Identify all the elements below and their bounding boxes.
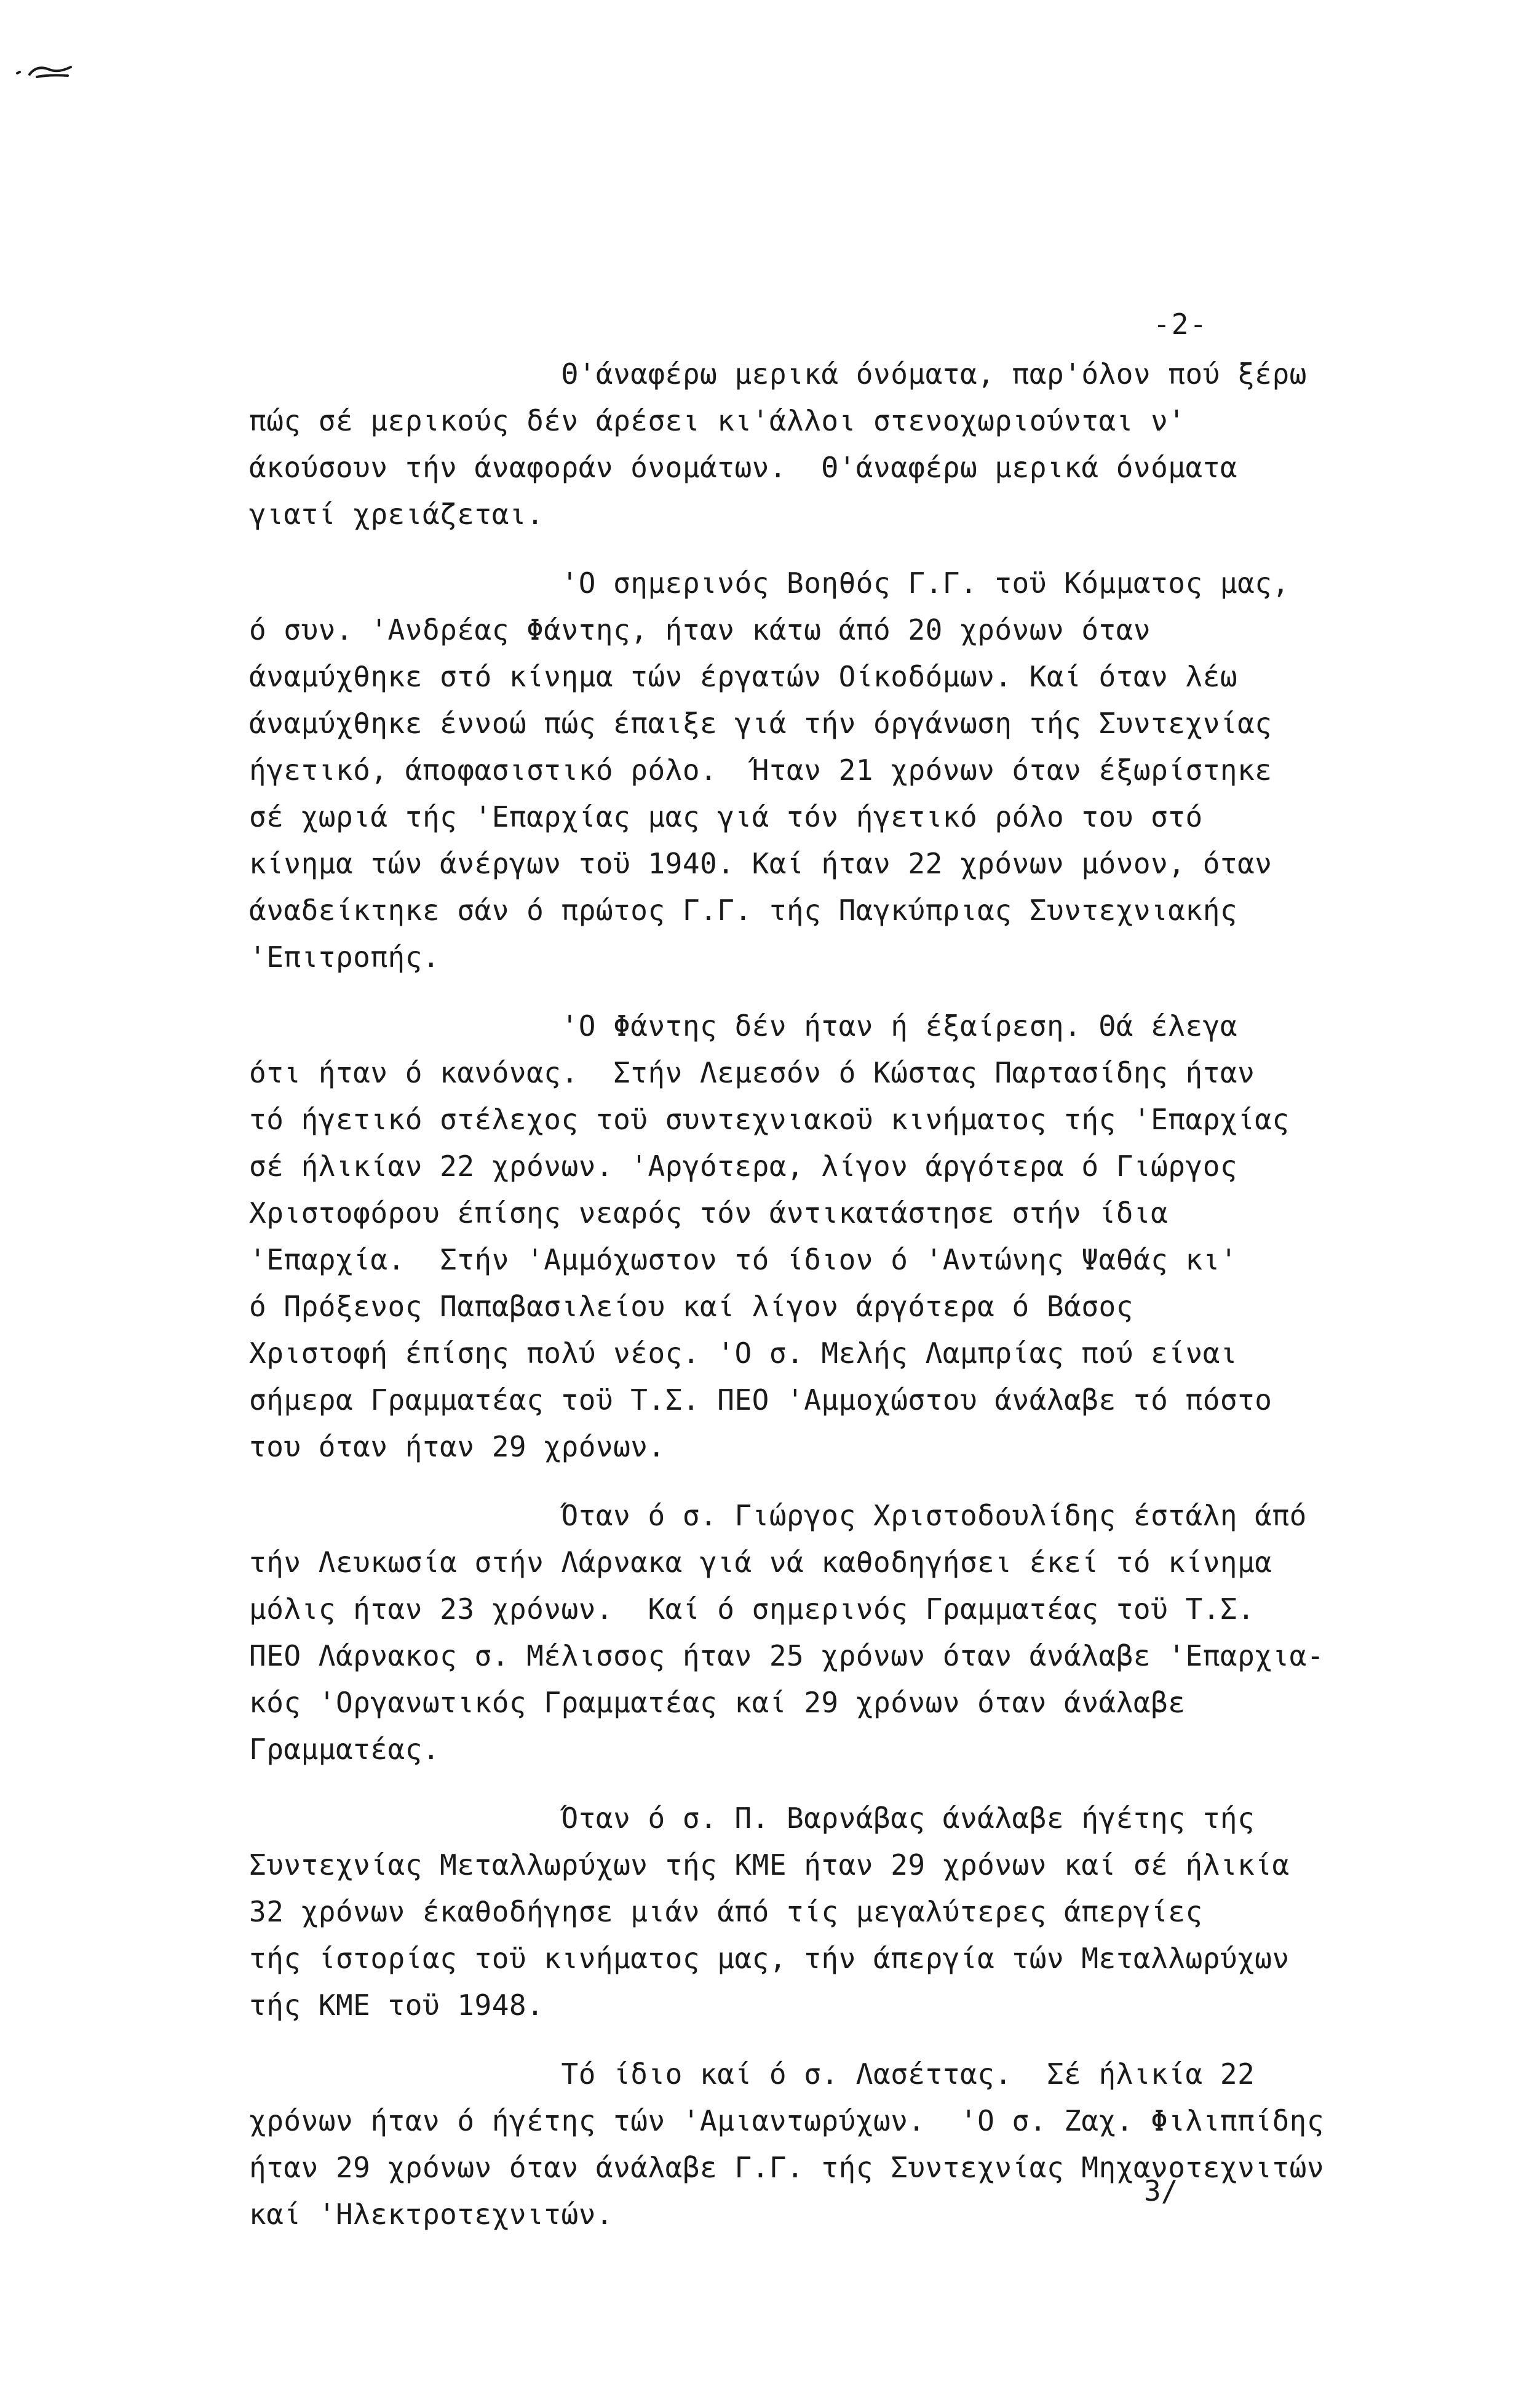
text-line: κίνημα τών άνέργων τοϋ 1940. Καί ήταν 22 χρόνων μόνον, όταν bbox=[249, 847, 1272, 880]
margin-mark-icon bbox=[12, 58, 80, 83]
text-line: Τό ίδιο καί ό σ. Λασέττας. Σέ ήλικία 22 bbox=[249, 2057, 1255, 2091]
text-line: ήταν 29 χρόνων όταν άνάλαβε Γ.Γ. τής Συντεχνίας Μηχανοτεχνιτών bbox=[249, 2151, 1325, 2184]
text-line: τήν Λευκωσία στήν Λάρνακα γιά νά καθοδηγήσει έκεί τό κίνημα bbox=[249, 1546, 1272, 1579]
text-line: 'Ο Φάντης δέν ήταν ή έξαίρεση. Θά έλεγα bbox=[249, 1009, 1238, 1043]
continuation-mark: 3/ bbox=[1144, 2174, 1178, 2207]
text-line: χρόνων ήταν ό ήγέτης τών 'Αμιαντωρύχων. 'Ο σ. Ζαχ. Φιλιππίδης bbox=[249, 2104, 1325, 2137]
paragraph bbox=[249, 2051, 1393, 2238]
text-line: Όταν ό σ. Γιώργος Χριστοδουλίδης έστάλη άπό bbox=[249, 1499, 1307, 1532]
text-line: τό ήγετικό στέλεχος τοϋ συντεχνιακοϋ κινήματος τής 'Επαρχίας bbox=[249, 1103, 1290, 1136]
body-text bbox=[249, 351, 1393, 2238]
text-line: ήγετικό, άποφασιστικό ρόλο. Ήταν 21 χρόνων όταν έξωρίστηκε bbox=[249, 753, 1272, 787]
text-line: 'Ο σημερινός Βοηθός Γ.Γ. τοϋ Κόμματος μας, bbox=[249, 566, 1290, 600]
text-line: ό Πρόξενος Παπαβασιλείου καί λίγον άργότερα ό Βάσος bbox=[249, 1290, 1133, 1323]
text-line: άναμύχθηκε έννοώ πώς έπαιξε γιά τήν όργάνωση τής Συντεχνίας bbox=[249, 707, 1272, 740]
text-line: μόλις ήταν 23 χρόνων. Καί ό σημερινός Γραμματέας τοϋ Τ.Σ. bbox=[249, 1592, 1255, 1626]
text-line: Γραμματέας. bbox=[249, 1733, 440, 1766]
text-line: κός 'Οργανωτικός Γραμματέας καί 29 χρόνων όταν άνάλαβε bbox=[249, 1686, 1186, 1719]
text-line: ΠΕΟ Λάρνακος σ. Μέλισσος ήταν 25 χρόνων όταν άνάλαβε 'Επαρχια- bbox=[249, 1639, 1325, 1672]
text-line: γιατί χρειάζεται. bbox=[249, 498, 544, 531]
text-line: Θ'άναφέρω μερικά όνόματα, παρ'όλον πού ξέρω bbox=[249, 357, 1307, 391]
text-line: 32 χρόνων έκαθοδήγησε μιάν άπό τίς μεγαλύτερες άπεργίες bbox=[249, 1895, 1203, 1928]
paragraph bbox=[249, 351, 1393, 538]
page-number: -2- bbox=[1153, 308, 1208, 341]
text-line: τής ΚΜΕ τοϋ 1948. bbox=[249, 1989, 544, 2022]
text-line: σήμερα Γραμματέας τοϋ Τ.Σ. ΠΕΟ 'Αμμοχώστου άνάλαβε τό πόστο bbox=[249, 1383, 1272, 1417]
paragraph bbox=[249, 1003, 1393, 1470]
text-line: πώς σέ μερικούς δέν άρέσει κι'άλλοι στενοχωριούνται ν' bbox=[249, 404, 1186, 437]
text-line: άναδείκτηκε σάν ό πρώτος Γ.Γ. τής Παγκύπριας Συντεχνιακής bbox=[249, 894, 1238, 927]
text-line: άκούσουν τήν άναφοράν όνομάτων. Θ'άναφέρω μερικά όνόματα bbox=[249, 451, 1238, 484]
text-line: σέ χωριά τής 'Επαρχίας μας γιά τόν ήγετικό ρόλο του στό bbox=[249, 800, 1203, 833]
paragraph bbox=[249, 1795, 1393, 2029]
text-line: Συντεχνίας Μεταλλωρύχων τής ΚΜΕ ήταν 29 χρόνων καί σέ ήλικία bbox=[249, 1848, 1290, 1881]
text-line: σέ ήλικίαν 22 χρόνων. 'Αργότερα, λίγον άργότερα ό Γιώργος bbox=[249, 1150, 1238, 1183]
paragraph bbox=[249, 560, 1393, 980]
text-line: τής ίστορίας τοϋ κινήματος μας, τήν άπεργία τών Μεταλλωρύχων bbox=[249, 1942, 1290, 1975]
text-line: 'Επιτροπής. bbox=[249, 940, 440, 974]
text-line: ό συν. 'Ανδρέας Φάντης, ήταν κάτω άπό 20 χρόνων όταν bbox=[249, 613, 1151, 646]
text-line: καί 'Ηλεκτροτεχνιτών. bbox=[249, 2198, 614, 2231]
text-line: ότι ήταν ό κανόνας. Στήν Λεμεσόν ό Κώστας Παρτασίδης ήταν bbox=[249, 1056, 1255, 1089]
text-line: Χριστοφόρου έπίσης νεαρός τόν άντικατάστησε στήν ίδια bbox=[249, 1196, 1169, 1230]
text-line: Όταν ό σ. Π. Βαρνάβας άνάλαβε ήγέτης τής bbox=[249, 1802, 1255, 1835]
text-line: άναμύχθηκε στό κίνημα τών έργατών Οίκοδόμων. Καί όταν λέω bbox=[249, 660, 1238, 693]
text-line: 'Επαρχία. Στήν 'Αμμόχωστον τό ίδιον ό 'Αντώνης Ψαθάς κι' bbox=[249, 1243, 1238, 1276]
text-line: του όταν ήταν 29 χρόνων. bbox=[249, 1430, 665, 1463]
paragraph bbox=[249, 1492, 1393, 1773]
text-line: Χριστοφή έπίσης πολύ νέος. 'Ο σ. Μελής Λαμπρίας πού είναι bbox=[249, 1337, 1238, 1370]
